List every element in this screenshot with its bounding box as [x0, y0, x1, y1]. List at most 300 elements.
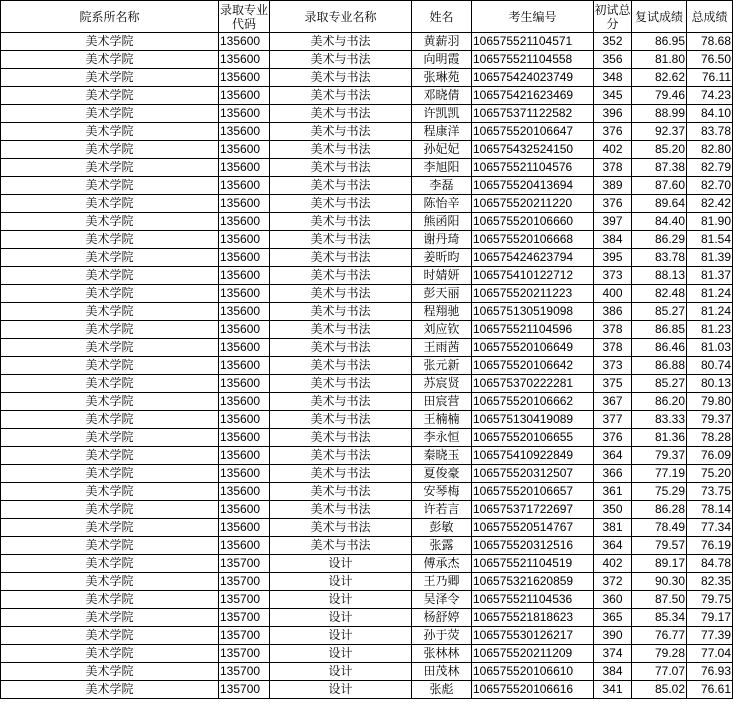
cell-major-name: 设计	[270, 681, 412, 699]
cell-major-name: 美术与书法	[270, 411, 412, 429]
cell-initial-total: 376	[594, 123, 632, 141]
cell-name: 杨舒婷	[412, 609, 472, 627]
cell-exam-id: 106575520211223	[472, 285, 594, 303]
cell-initial-total: 367	[594, 393, 632, 411]
cell-name: 夏俊豪	[412, 465, 472, 483]
cell-major-code: 135600	[219, 177, 270, 195]
cell-major-name: 美术与书法	[270, 357, 412, 375]
cell-initial-total: 373	[594, 267, 632, 285]
cell-major-code: 135700	[219, 573, 270, 591]
cell-dept: 美术学院	[1, 555, 219, 573]
cell-total-score: 77.04	[687, 645, 733, 663]
cell-dept: 美术学院	[1, 501, 219, 519]
cell-major-name: 美术与书法	[270, 465, 412, 483]
cell-exam-id: 106575520106660	[472, 213, 594, 231]
cell-dept: 美术学院	[1, 483, 219, 501]
cell-retest-score: 86.85	[632, 321, 687, 339]
cell-exam-id: 106575130419089	[472, 411, 594, 429]
cell-exam-id: 106575521104536	[472, 591, 594, 609]
table-row	[1, 303, 733, 321]
cell-initial-total: 377	[594, 411, 632, 429]
cell-total-score: 79.75	[687, 591, 733, 609]
cell-major-name: 美术与书法	[270, 195, 412, 213]
cell-dept: 美术学院	[1, 249, 219, 267]
cell-major-name: 美术与书法	[270, 249, 412, 267]
table-row	[1, 645, 733, 663]
cell-name: 程翔驰	[412, 303, 472, 321]
cell-dept: 美术学院	[1, 51, 219, 69]
cell-total-score: 76.19	[687, 537, 733, 555]
cell-name: 程康洋	[412, 123, 472, 141]
table-row	[1, 141, 733, 159]
cell-major-name: 美术与书法	[270, 231, 412, 249]
cell-major-name: 美术与书法	[270, 105, 412, 123]
cell-major-name: 美术与书法	[270, 69, 412, 87]
cell-major-code: 135700	[219, 645, 270, 663]
cell-retest-score: 84.40	[632, 213, 687, 231]
cell-dept: 美术学院	[1, 159, 219, 177]
table-row	[1, 267, 733, 285]
cell-major-code: 135700	[219, 609, 270, 627]
cell-dept: 美术学院	[1, 105, 219, 123]
cell-dept: 美术学院	[1, 267, 219, 285]
cell-name: 吴泽令	[412, 591, 472, 609]
cell-dept: 美术学院	[1, 429, 219, 447]
header-row	[1, 1, 733, 33]
cell-dept: 美术学院	[1, 591, 219, 609]
cell-dept: 美术学院	[1, 609, 219, 627]
cell-exam-id: 106575521104519	[472, 555, 594, 573]
cell-initial-total: 365	[594, 609, 632, 627]
cell-total-score: 82.79	[687, 159, 733, 177]
cell-retest-score: 86.29	[632, 231, 687, 249]
table-row	[1, 339, 733, 357]
cell-retest-score: 85.27	[632, 303, 687, 321]
cell-major-code: 135600	[219, 285, 270, 303]
cell-name: 孙于荧	[412, 627, 472, 645]
cell-major-code: 135600	[219, 519, 270, 537]
cell-dept: 美术学院	[1, 537, 219, 555]
cell-exam-id: 106575520211209	[472, 645, 594, 663]
table-row	[1, 321, 733, 339]
cell-retest-score: 86.88	[632, 357, 687, 375]
table-row	[1, 681, 733, 699]
cell-major-code: 135600	[219, 123, 270, 141]
cell-major-code: 135600	[219, 537, 270, 555]
cell-exam-id: 106575370222281	[472, 375, 594, 393]
table-row	[1, 249, 733, 267]
table-row	[1, 591, 733, 609]
cell-name: 许凯凯	[412, 105, 472, 123]
header-major-code: 录取专业代码	[219, 2, 268, 31]
cell-retest-score: 86.46	[632, 339, 687, 357]
cell-exam-id: 106575371122582	[472, 105, 594, 123]
cell-major-name: 美术与书法	[270, 177, 412, 195]
cell-retest-score: 87.38	[632, 159, 687, 177]
cell-name: 苏宸贤	[412, 375, 472, 393]
cell-retest-score: 83.33	[632, 411, 687, 429]
cell-retest-score: 85.27	[632, 375, 687, 393]
cell-total-score: 79.37	[687, 411, 733, 429]
cell-name: 张露	[412, 537, 472, 555]
cell-dept: 美术学院	[1, 411, 219, 429]
cell-name: 傅承杰	[412, 555, 472, 573]
cell-exam-id: 106575520312507	[472, 465, 594, 483]
cell-dept: 美术学院	[1, 177, 219, 195]
cell-exam-id: 106575520106647	[472, 123, 594, 141]
cell-major-name: 美术与书法	[270, 51, 412, 69]
cell-retest-score: 85.20	[632, 141, 687, 159]
cell-retest-score: 85.02	[632, 681, 687, 699]
cell-major-code: 135600	[219, 411, 270, 429]
cell-exam-id: 106575521104571	[472, 33, 594, 51]
cell-initial-total: 402	[594, 141, 632, 159]
cell-major-name: 美术与书法	[270, 33, 412, 51]
cell-retest-score: 81.80	[632, 51, 687, 69]
cell-major-name: 美术与书法	[270, 123, 412, 141]
cell-dept: 美术学院	[1, 141, 219, 159]
cell-exam-id: 106575421623469	[472, 87, 594, 105]
cell-name: 秦晓玉	[412, 447, 472, 465]
cell-initial-total: 395	[594, 249, 632, 267]
cell-total-score: 82.70	[687, 177, 733, 195]
cell-total-score: 81.03	[687, 339, 733, 357]
cell-retest-score: 79.28	[632, 645, 687, 663]
cell-major-name: 美术与书法	[270, 483, 412, 501]
cell-major-code: 135600	[219, 483, 270, 501]
cell-exam-id: 106575520106662	[472, 393, 594, 411]
cell-exam-id: 106575424023749	[472, 69, 594, 87]
cell-initial-total: 389	[594, 177, 632, 195]
cell-retest-score: 81.36	[632, 429, 687, 447]
cell-retest-score: 92.37	[632, 123, 687, 141]
cell-major-code: 135600	[219, 375, 270, 393]
cell-major-code: 135600	[219, 51, 270, 69]
cell-exam-id: 106575130519098	[472, 303, 594, 321]
cell-dept: 美术学院	[1, 303, 219, 321]
cell-retest-score: 83.78	[632, 249, 687, 267]
cell-major-name: 设计	[270, 627, 412, 645]
cell-total-score: 73.75	[687, 483, 733, 501]
cell-total-score: 77.34	[687, 519, 733, 537]
cell-major-name: 美术与书法	[270, 159, 412, 177]
cell-total-score: 84.10	[687, 105, 733, 123]
cell-major-code: 135700	[219, 627, 270, 645]
cell-total-score: 81.39	[687, 249, 733, 267]
cell-major-code: 135600	[219, 87, 270, 105]
cell-name: 邓晓倩	[412, 87, 472, 105]
cell-major-name: 美术与书法	[270, 267, 412, 285]
cell-dept: 美术学院	[1, 573, 219, 591]
cell-major-code: 135700	[219, 681, 270, 699]
cell-name: 谢丹琦	[412, 231, 472, 249]
cell-total-score: 82.42	[687, 195, 733, 213]
cell-initial-total: 400	[594, 285, 632, 303]
table-row	[1, 69, 733, 87]
cell-exam-id: 106575520106616	[472, 681, 594, 699]
table-row	[1, 159, 733, 177]
cell-name: 安琴梅	[412, 483, 472, 501]
cell-name: 王乃卿	[412, 573, 472, 591]
cell-name: 孙妃妃	[412, 141, 472, 159]
cell-major-name: 设计	[270, 591, 412, 609]
cell-dept: 美术学院	[1, 285, 219, 303]
cell-dept: 美术学院	[1, 69, 219, 87]
cell-major-name: 美术与书法	[270, 303, 412, 321]
cell-major-code: 135600	[219, 69, 270, 87]
cell-dept: 美术学院	[1, 681, 219, 699]
cell-retest-score: 86.28	[632, 501, 687, 519]
cell-initial-total: 378	[594, 321, 632, 339]
cell-dept: 美术学院	[1, 627, 219, 645]
cell-name: 许若言	[412, 501, 472, 519]
cell-exam-id: 106575410922849	[472, 447, 594, 465]
cell-dept: 美术学院	[1, 123, 219, 141]
cell-name: 张彪	[412, 681, 472, 699]
cell-major-code: 135600	[219, 33, 270, 51]
cell-major-name: 美术与书法	[270, 141, 412, 159]
header-dept: 院系所名称	[1, 1, 219, 33]
cell-initial-total: 376	[594, 429, 632, 447]
cell-major-code: 135600	[219, 339, 270, 357]
cell-retest-score: 75.29	[632, 483, 687, 501]
cell-name: 姜昕昀	[412, 249, 472, 267]
cell-name: 彭敏	[412, 519, 472, 537]
cell-major-code: 135600	[219, 303, 270, 321]
cell-major-code: 135700	[219, 591, 270, 609]
cell-name: 向明霞	[412, 51, 472, 69]
cell-dept: 美术学院	[1, 33, 219, 51]
cell-retest-score: 78.49	[632, 519, 687, 537]
cell-exam-id: 106575432524150	[472, 141, 594, 159]
table-row	[1, 555, 733, 573]
cell-dept: 美术学院	[1, 465, 219, 483]
table-row	[1, 285, 733, 303]
table-row	[1, 105, 733, 123]
cell-name: 张元新	[412, 357, 472, 375]
table-row	[1, 429, 733, 447]
table-row	[1, 573, 733, 591]
table-row	[1, 465, 733, 483]
cell-initial-total: 372	[594, 573, 632, 591]
cell-dept: 美术学院	[1, 663, 219, 681]
cell-major-code: 135600	[219, 213, 270, 231]
cell-name: 张林林	[412, 645, 472, 663]
table-row	[1, 501, 733, 519]
cell-major-name: 美术与书法	[270, 447, 412, 465]
cell-retest-score: 82.48	[632, 285, 687, 303]
cell-dept: 美术学院	[1, 213, 219, 231]
table-row	[1, 375, 733, 393]
cell-total-score: 81.54	[687, 231, 733, 249]
cell-initial-total: 361	[594, 483, 632, 501]
cell-retest-score: 86.95	[632, 33, 687, 51]
cell-exam-id: 106575520413694	[472, 177, 594, 195]
cell-retest-score: 87.50	[632, 591, 687, 609]
cell-total-score: 74.23	[687, 87, 733, 105]
cell-name: 时婧妍	[412, 267, 472, 285]
cell-major-name: 美术与书法	[270, 501, 412, 519]
cell-major-code: 135600	[219, 357, 270, 375]
cell-exam-id: 106575521104558	[472, 51, 594, 69]
cell-total-score: 80.13	[687, 375, 733, 393]
table-row	[1, 87, 733, 105]
table-row	[1, 609, 733, 627]
cell-total-score: 82.35	[687, 573, 733, 591]
cell-retest-score: 86.20	[632, 393, 687, 411]
cell-initial-total: 374	[594, 645, 632, 663]
cell-total-score: 83.78	[687, 123, 733, 141]
cell-exam-id: 106575520106642	[472, 357, 594, 375]
cell-major-name: 设计	[270, 645, 412, 663]
cell-exam-id: 106575530126217	[472, 627, 594, 645]
cell-exam-id: 106575521104596	[472, 321, 594, 339]
table-row	[1, 195, 733, 213]
cell-major-code: 135700	[219, 555, 270, 573]
cell-retest-score: 89.64	[632, 195, 687, 213]
cell-exam-id: 106575520106649	[472, 339, 594, 357]
table-row	[1, 213, 733, 231]
cell-initial-total: 366	[594, 465, 632, 483]
cell-exam-id: 106575371722697	[472, 501, 594, 519]
cell-initial-total: 360	[594, 591, 632, 609]
cell-total-score: 81.37	[687, 267, 733, 285]
cell-total-score: 75.20	[687, 465, 733, 483]
cell-initial-total: 378	[594, 159, 632, 177]
cell-initial-total: 350	[594, 501, 632, 519]
cell-name: 彭天丽	[412, 285, 472, 303]
cell-dept: 美术学院	[1, 339, 219, 357]
cell-total-score: 76.50	[687, 51, 733, 69]
cell-major-name: 美术与书法	[270, 519, 412, 537]
cell-retest-score: 79.57	[632, 537, 687, 555]
cell-dept: 美术学院	[1, 447, 219, 465]
cell-retest-score: 90.30	[632, 573, 687, 591]
cell-major-name: 美术与书法	[270, 537, 412, 555]
header-exam-id: 考生编号	[472, 1, 594, 33]
cell-major-code: 135600	[219, 267, 270, 285]
header-name: 姓名	[412, 1, 472, 33]
cell-exam-id: 106575520106668	[472, 231, 594, 249]
cell-initial-total: 378	[594, 339, 632, 357]
cell-initial-total: 364	[594, 447, 632, 465]
table-row	[1, 483, 733, 501]
cell-exam-id: 106575521104576	[472, 159, 594, 177]
cell-initial-total: 352	[594, 33, 632, 51]
cell-name: 熊函阳	[412, 213, 472, 231]
cell-total-score: 81.24	[687, 303, 733, 321]
cell-total-score: 79.17	[687, 609, 733, 627]
cell-major-name: 美术与书法	[270, 87, 412, 105]
cell-name: 陈怡辛	[412, 195, 472, 213]
cell-exam-id: 106575520106610	[472, 663, 594, 681]
table-row	[1, 33, 733, 51]
cell-major-name: 设计	[270, 609, 412, 627]
cell-initial-total: 402	[594, 555, 632, 573]
cell-major-code: 135600	[219, 321, 270, 339]
cell-total-score: 80.74	[687, 357, 733, 375]
cell-exam-id: 106575520106657	[472, 483, 594, 501]
cell-retest-score: 89.17	[632, 555, 687, 573]
cell-dept: 美术学院	[1, 375, 219, 393]
cell-total-score: 78.28	[687, 429, 733, 447]
cell-major-code: 135600	[219, 465, 270, 483]
header-total-score: 总成绩	[687, 1, 733, 33]
table-row	[1, 537, 733, 555]
cell-initial-total: 364	[594, 537, 632, 555]
cell-major-code: 135700	[219, 663, 270, 681]
cell-exam-id: 106575520514767	[472, 519, 594, 537]
cell-initial-total: 390	[594, 627, 632, 645]
header-retest-score: 复试成绩	[632, 1, 687, 33]
cell-total-score: 77.39	[687, 627, 733, 645]
cell-major-code: 135600	[219, 429, 270, 447]
table-row	[1, 177, 733, 195]
cell-dept: 美术学院	[1, 195, 219, 213]
cell-initial-total: 384	[594, 663, 632, 681]
cell-total-score: 76.09	[687, 447, 733, 465]
cell-name: 田宸营	[412, 393, 472, 411]
cell-exam-id: 106575410122712	[472, 267, 594, 285]
cell-initial-total: 356	[594, 51, 632, 69]
cell-major-code: 135600	[219, 501, 270, 519]
cell-total-score: 81.90	[687, 213, 733, 231]
cell-initial-total: 381	[594, 519, 632, 537]
cell-dept: 美术学院	[1, 519, 219, 537]
table-row	[1, 663, 733, 681]
cell-exam-id: 106575520106655	[472, 429, 594, 447]
cell-name: 李永恒	[412, 429, 472, 447]
table-row	[1, 393, 733, 411]
header-initial-total: 初试总分	[594, 2, 631, 31]
cell-name: 刘应钦	[412, 321, 472, 339]
cell-total-score: 79.80	[687, 393, 733, 411]
cell-major-code: 135600	[219, 141, 270, 159]
cell-total-score: 81.24	[687, 285, 733, 303]
cell-total-score: 76.11	[687, 69, 733, 87]
cell-retest-score: 79.46	[632, 87, 687, 105]
cell-initial-total: 397	[594, 213, 632, 231]
cell-retest-score: 79.37	[632, 447, 687, 465]
cell-major-name: 美术与书法	[270, 429, 412, 447]
cell-major-name: 设计	[270, 555, 412, 573]
table-row	[1, 447, 733, 465]
cell-retest-score: 85.34	[632, 609, 687, 627]
table-row	[1, 123, 733, 141]
cell-exam-id: 106575520211220	[472, 195, 594, 213]
table-row	[1, 51, 733, 69]
cell-name: 李磊	[412, 177, 472, 195]
cell-name: 黄薪羽	[412, 33, 472, 51]
cell-major-name: 设计	[270, 663, 412, 681]
cell-major-code: 135600	[219, 393, 270, 411]
cell-major-code: 135600	[219, 447, 270, 465]
table-body	[1, 33, 733, 699]
cell-total-score: 76.61	[687, 681, 733, 699]
cell-exam-id: 106575520312516	[472, 537, 594, 555]
header-major-name: 录取专业名称	[270, 1, 412, 33]
table-row	[1, 231, 733, 249]
cell-dept: 美术学院	[1, 645, 219, 663]
cell-dept: 美术学院	[1, 321, 219, 339]
cell-major-name: 美术与书法	[270, 393, 412, 411]
cell-exam-id: 106575521818623	[472, 609, 594, 627]
cell-exam-id: 106575321620859	[472, 573, 594, 591]
cell-initial-total: 341	[594, 681, 632, 699]
cell-initial-total: 373	[594, 357, 632, 375]
cell-dept: 美术学院	[1, 393, 219, 411]
cell-dept: 美术学院	[1, 87, 219, 105]
